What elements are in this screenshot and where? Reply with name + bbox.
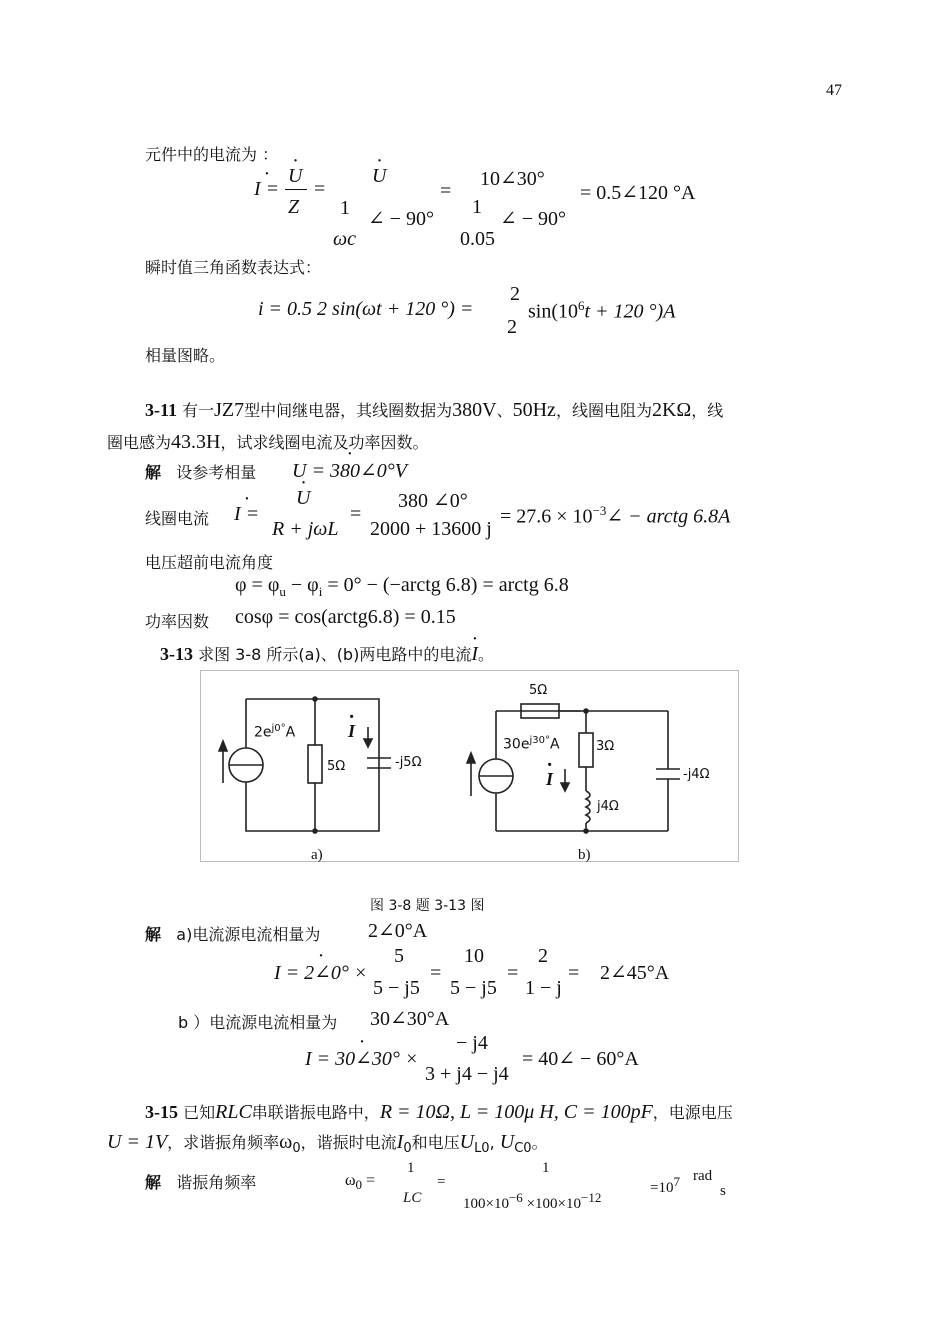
- problem-3-13: 3-13 求图 3-8 所示(a)、(b)两电路中的电流· I。: [160, 642, 494, 666]
- a-result: 2∠45°A: [600, 962, 670, 984]
- unit-s: s: [720, 1183, 726, 1199]
- b-num: − j4: [456, 1032, 488, 1054]
- problem-3-11-line2: 圈电感为43.3H，试求线圈电流及功率因数。: [107, 431, 429, 453]
- inductor-j4-ohm: [586, 791, 590, 823]
- inductor-label: j4Ω: [597, 799, 619, 814]
- circuit-diagrams: [201, 671, 738, 861]
- power-factor-label: 功率因数: [145, 612, 210, 631]
- coil-current-label: 线圈电流: [145, 509, 210, 528]
- eq-sign: =: [350, 503, 362, 525]
- instant-eq: i = 0.5 2 sin(ωt + 120 °) =: [258, 298, 474, 320]
- frac-num-U: · U: [288, 165, 302, 188]
- num-U: · U: [296, 487, 310, 510]
- unit-rad: rad: [693, 1168, 713, 1184]
- a-eq-lhs: · I = 2∠0° ×: [274, 960, 367, 985]
- sqrt2-num: 2: [510, 283, 520, 305]
- eq-sign: =: [440, 180, 452, 202]
- w0-num: 1: [407, 1160, 415, 1176]
- b-eq-lhs: · I = 30∠30° ×: [305, 1046, 418, 1071]
- figure-3-8: [200, 670, 739, 862]
- problem-3-15-line1: 3-15 已知RLC串联谐振电路中，R = 10Ω, L = 100μ H, C = 100pF，电源电压: [145, 1101, 733, 1123]
- frac-den-Z: Z: [288, 196, 300, 218]
- w0-den: LC: [403, 1190, 422, 1206]
- a-d10: 5 − j5: [450, 977, 497, 999]
- frac-bar: [285, 189, 307, 190]
- lead-angle-label: 电压超前电流角度: [145, 553, 274, 572]
- den-2000: 2000 + 13600 j: [370, 518, 492, 540]
- solution-3-13-b: b ）电流源电流相量为: [178, 1013, 338, 1032]
- solution-3-13-a: 解 a)电流源电流相量为: [145, 925, 321, 944]
- resistor-a-label: 5Ω: [327, 759, 346, 774]
- omega-c: ωc: [333, 228, 356, 250]
- power-factor-eq: cosφ = cos(arctg6.8) = 0.15: [235, 606, 456, 628]
- eq-sign: =: [314, 178, 326, 200]
- capacitor-a-label: -j5Ω: [395, 755, 422, 770]
- a-n5: 5: [394, 945, 404, 967]
- source-a-label: $2e^{j0^\circ}A$: [254, 723, 296, 741]
- solution-3-11: 解 设参考相量: [145, 463, 257, 482]
- eq-i-lhs: · I =: [254, 178, 279, 201]
- omega0-eq: $\omega_0$ =: [345, 1172, 376, 1193]
- b-den: 3 + j4 − j4: [425, 1063, 509, 1085]
- eq-sign: =: [568, 962, 580, 984]
- intro-text: 元件中的电流为 ：: [145, 145, 279, 164]
- angle: ∠ − 90°: [368, 208, 435, 230]
- frac-num-U2: · U: [372, 165, 386, 188]
- a-d5: 5 − j5: [373, 977, 420, 999]
- a-n10: 10: [464, 945, 484, 967]
- phasor-note: 相量图略。: [145, 346, 226, 365]
- page-number: 47: [826, 82, 842, 99]
- resistor-3-ohm: [579, 733, 593, 767]
- subcaption-a: a): [311, 847, 323, 863]
- a-n2: 2: [538, 945, 548, 967]
- instant-heading: 瞬时值三角函数表达式：: [145, 258, 322, 277]
- den-R-jwL: R + jωL: [272, 518, 339, 540]
- eq-sign: =: [507, 962, 519, 984]
- eq-sign: =: [430, 962, 442, 984]
- resistor-5-ohm: [308, 745, 322, 783]
- instant-eq-rhs: $\sin(10^6t + 120$ °)A: [528, 298, 676, 323]
- w0-den2: $100\times 10^{-6} \times 100\times 10^{-12}$: [463, 1190, 602, 1212]
- num-380: 380 ∠0°: [398, 490, 468, 512]
- one: 1: [472, 196, 482, 218]
- circuit-b: [467, 704, 680, 833]
- current-I-b: · I: [546, 769, 553, 790]
- subcaption-b: b): [578, 847, 591, 863]
- figure-caption: 图 3-8 题 3-13 图: [370, 898, 485, 914]
- a-source-value: 2∠0°A: [368, 920, 428, 942]
- problem-3-15-line2: U = 1V，求谐振角频率$\omega_0$，谐振时电流$I_0$和电压$U_{L0}$, $U_{C0}$。: [107, 1131, 548, 1157]
- coil-result: = $27.6 \times 10^{-3}\angle$ − arctg 6.8A: [500, 503, 731, 528]
- ref-phasor: · U = 380∠0°V: [292, 458, 407, 483]
- sqrt2-den: 2: [507, 316, 517, 338]
- capacitor-b-label: -j4Ω: [683, 767, 710, 782]
- result: = 0.5∠120 °A: [580, 182, 696, 204]
- current-I-a: · I: [348, 721, 355, 742]
- solution-3-15: 解 谐振角频率: [145, 1173, 257, 1192]
- phi-eq: $\varphi = \varphi_u - \varphi_i = 0^\circ$ − (−arctg 6.8) = arctg 6.8: [235, 574, 569, 599]
- one: 1: [340, 197, 350, 219]
- eq-sign: =: [437, 1174, 446, 1190]
- w0-result: $=10^7$: [650, 1174, 680, 1196]
- den-005: 0.05: [460, 228, 495, 250]
- w0-num2: 1: [542, 1160, 550, 1176]
- coil-I: · I =: [234, 503, 259, 526]
- angle: ∠ − 90°: [500, 208, 567, 230]
- circuit-a: [219, 697, 391, 833]
- b-source-value: 30∠30°A: [370, 1008, 450, 1030]
- problem-3-11-line1: 3-11 有一JZ7型中间继电器，其线圈数据为380V、50Hz，线圈电阻为2KΩ，线: [145, 399, 724, 421]
- source-b-label: $30e^{j30^\circ}A$: [503, 735, 560, 753]
- resistor-3-label: 3Ω: [596, 739, 615, 754]
- num-10-30: 10∠30°: [480, 168, 545, 190]
- resistor-top-label: 5Ω: [529, 683, 548, 698]
- b-result: = 40∠ − 60°A: [522, 1048, 639, 1070]
- a-d2: 1 − j: [525, 977, 562, 999]
